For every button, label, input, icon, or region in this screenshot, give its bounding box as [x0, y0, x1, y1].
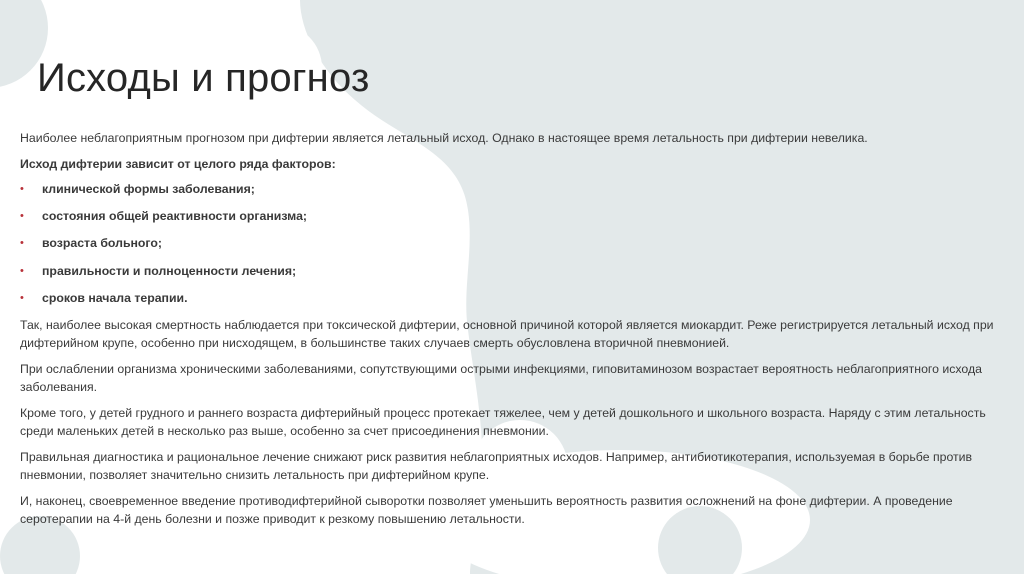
bullet-icon: •: [20, 210, 24, 223]
list-item: • сроков начала терапии.: [20, 290, 188, 305]
list-item: • клинической формы заболевания;: [20, 182, 255, 196]
body-paragraph: И, наконец, своевременное введение противодифтерийной сыворотки позволяет уменьшить вероятность развития осложнений на фоне дифтерии. А проведение серотерапии на 4-й день болезни и позже приводит к резкому повышению летальности.: [20, 493, 953, 526]
slide-content: [20, 129, 1005, 536]
bullet-icon: •: [20, 183, 24, 195]
factors-list: [20, 180, 1005, 307]
list-item: • правильности и полноценности лечения;: [20, 263, 297, 278]
factors-heading: Исход дифтерии зависит от целого ряда факторов:: [20, 157, 336, 171]
body-paragraph: Правильная диагностика и рациональное лечение снижают риск развития неблагоприятных исходов. Например, антибиотикотерапия, используемая в борьбе против пневмонии, позволяет значительно снизить летальность при дифтерийном крупе.: [20, 449, 973, 482]
bullet-icon: •: [20, 237, 24, 250]
list-item: • состояния общей реактивности организма;: [20, 209, 308, 224]
bullet-icon: •: [20, 291, 24, 304]
body-paragraph: Кроме того, у детей грудного и раннего возраста дифтерийный процесс протекает тяжелее, чем у детей дошкольного и школьного возраста. Наряду с этим летальность среди маленьких детей в несколько раз выше, особенно за счет присоединения пневмонии.: [20, 405, 986, 438]
body-paragraph: Так, наиболее высокая смертность наблюдается при токсической дифтерии, основной причиной которой является миокардит. Реже регистрируется летальный исход при дифтерийном крупе, особенно при нисходящем, в большинстве таких случаев смерть обусловлена вторичной пневмонией.: [20, 317, 994, 350]
slide-title: Исходы и прогноз: [37, 56, 370, 100]
bullet-icon: •: [20, 264, 24, 277]
intro-paragraph: Наиболее неблагоприятным прогнозом при дифтерии является летальный исход. Однако в настоящее время летальность при дифтерии невелика.: [20, 131, 868, 145]
body-paragraph: При ослаблении организма хроническими заболеваниями, сопутствующими острыми инфекциями, гиповитаминозом возрастает вероятность неблагоприятного исхода заболевания.: [20, 361, 982, 394]
list-item: • возраста больного;: [20, 236, 163, 251]
